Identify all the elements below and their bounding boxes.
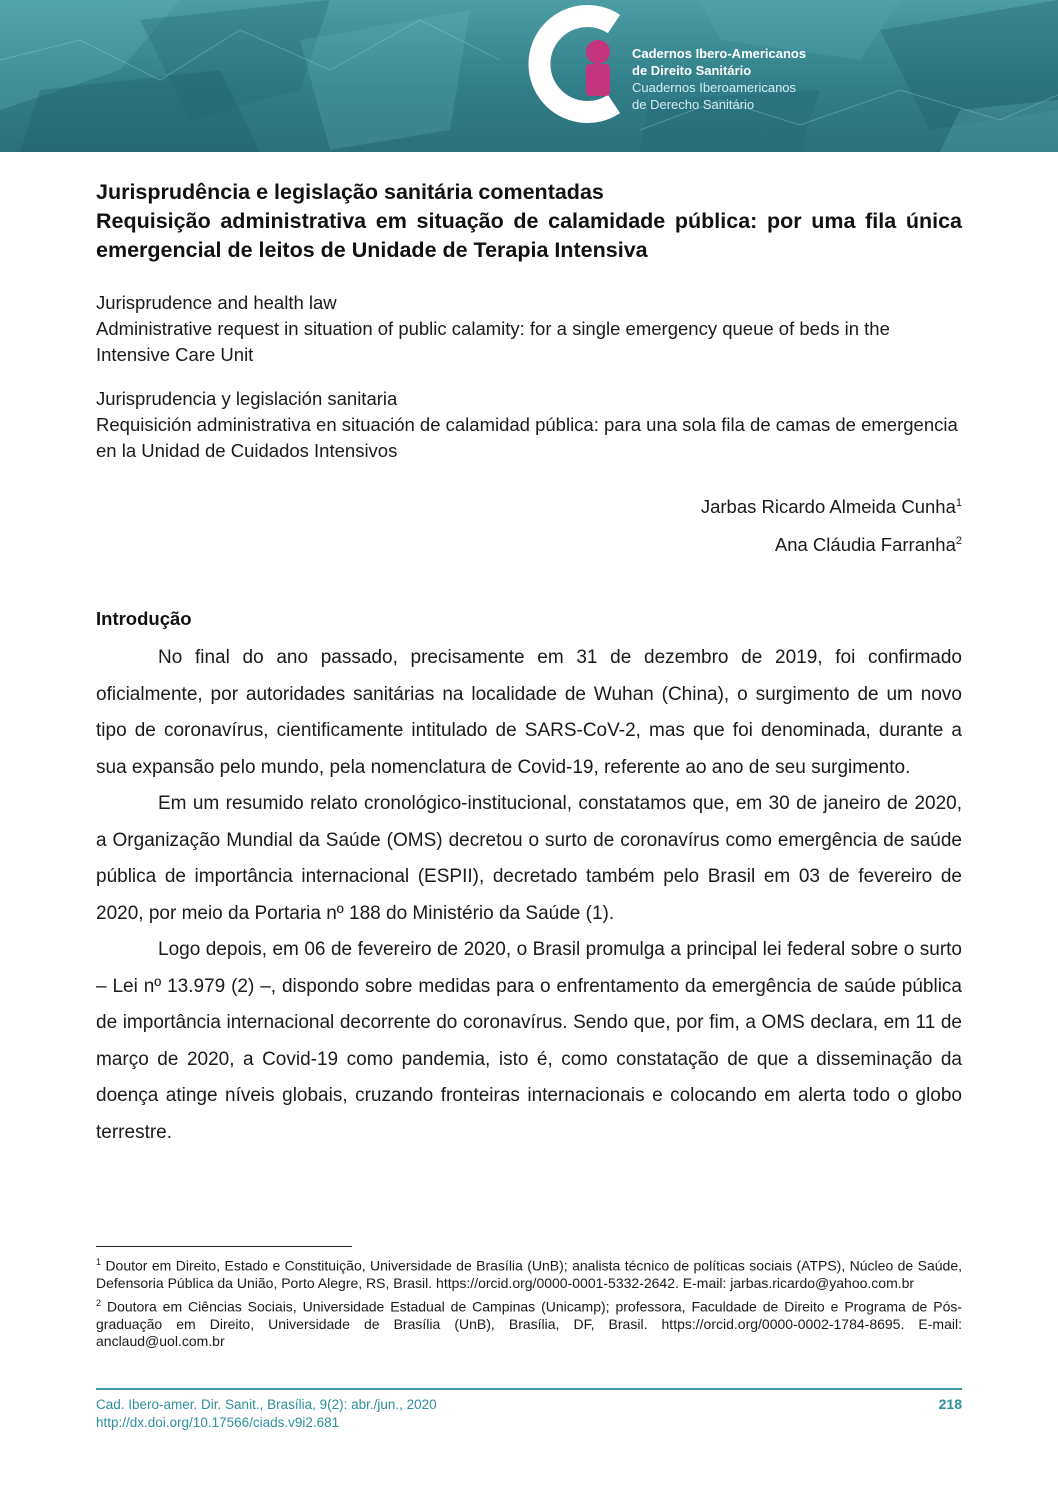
journal-name-es-line1: Cuadernos Iberoamericanos [632, 80, 797, 95]
footer-divider [96, 1388, 962, 1390]
citation-text: Cad. Ibero-amer. Dir. Sanit., Brasília, 9(2): abr./jun., 2020 [96, 1397, 437, 1412]
footnotes [96, 1254, 962, 1353]
english-title-section: Jurisprudence and health law [96, 292, 337, 313]
english-title [96, 290, 962, 368]
journal-brand-text [632, 45, 932, 113]
author-note-mark: 2 [955, 534, 962, 547]
footnote-text: Doutora em Ciências Sociais, Universidade Estadual de Campinas (Unicamp); professora, Faculdade de Direito e Programa de Pós-graduação em Direito, Universidade de Brasília (UnB), Brasília, DF, Brasil. https://orcid.org/0000-0002-1784-8695. E-mail: anclaud@uol.com.br [96, 1298, 963, 1350]
journal-header-banner [0, 0, 1058, 152]
title-main-line: Requisição administrativa em situação de calamidade pública: por uma fila única emergencial de leitos de Unidade de Terapia Intensiva [96, 209, 962, 262]
footnote-divider [96, 1246, 352, 1247]
page-number: 218 [938, 1396, 962, 1412]
english-title-main: Administrative request in situation of public calamity: for a single emergency queue of beds in the Intensive Care Unit [96, 318, 890, 365]
footnote [96, 1254, 962, 1293]
footnote-mark: 2 [96, 1297, 102, 1308]
author-name: Ana Cláudia Farranha [774, 534, 956, 555]
body-text [96, 640, 962, 1151]
journal-name-pt-line2: de Direito Sanitário [632, 63, 752, 78]
author-note-mark: 1 [955, 496, 962, 509]
spanish-title-section: Jurisprudencia y legislación sanitaria [96, 388, 398, 409]
paragraph: Logo depois, em 06 de fevereiro de 2020, o Brasil promulga a principal lei federal sobre o surto – Lei nº 13.979 (2) –, dispondo sobre medidas para o enfrentamento da emergência de saúde pública de importância internacional decorrente do coronavírus. Sendo que, por fim, a OMS declara, em 11 de março de 2020, a Covid-19 como pandemia, isto é, como constatação de que a disseminação da doença atinge níveis globais, cruzando fronteiras internacionais e colocando em alerta todo o globo terrestre. [96, 939, 962, 1143]
footer-citation [96, 1396, 437, 1432]
author-line [775, 534, 962, 556]
journal-logo-icon [520, 2, 630, 126]
footnote [96, 1295, 962, 1351]
author-line [701, 496, 962, 518]
spanish-title-main: Requisición administrativa en situación de calamidad pública: para una sola fila de camas de emergencia en la Unidad de Cuidados Intensivos [96, 414, 958, 461]
paragraph: Em um resumido relato cronológico-institucional, constatamos que, em 30 de janeiro de 2020, a Organização Mundial da Saúde (OMS) decretou o surto de coronavírus como emergência de saúde pública de importância internacional (ESPII), decretado também pelo Brasil em 03 de fevereiro de 2020, por meio da Portaria nº 188 do Ministério da Saúde (1). [96, 793, 962, 924]
journal-name-es-line2: de Derecho Sanitário [632, 97, 755, 112]
title-section-line: Jurisprudência e legislação sanitária comentadas [96, 180, 604, 204]
doi-link[interactable]: http://dx.doi.org/10.17566/ciads.v9i2.681 [96, 1415, 340, 1430]
journal-name-pt-line1: Cadernos Ibero-Americanos [632, 46, 807, 61]
author-name: Jarbas Ricardo Almeida Cunha [700, 496, 956, 517]
section-heading: Introdução [96, 608, 192, 629]
paragraph: No final do ano passado, precisamente em 31 de dezembro de 2019, foi confirmado oficialmente, por autoridades sanitárias na localidade de Wuhan (China), o surgimento de um novo tipo de coronavírus, cientificamente intitulado de SARS-CoV-2, mas que foi denominada, durante a sua expansão pelo mundo, pela nomenclatura de Covid-19, referente ao ano de seu surgimento. [96, 647, 962, 778]
article-title [96, 178, 962, 265]
footnote-mark: 1 [96, 1257, 102, 1267]
spanish-title [96, 386, 962, 464]
footnote-text: Doutor em Direito, Estado e Constituição, Universidade de Brasília (UnB); analista técnico de políticas sociais (ATPS), Núcleo de Saúde, Defensoria Pública da União, Porto Alegre, RS, Brasil. https://orcid.org/0000-0001-5332-2642. E-mail: jarbas.ricardo@yahoo.com.br [96, 1257, 962, 1292]
